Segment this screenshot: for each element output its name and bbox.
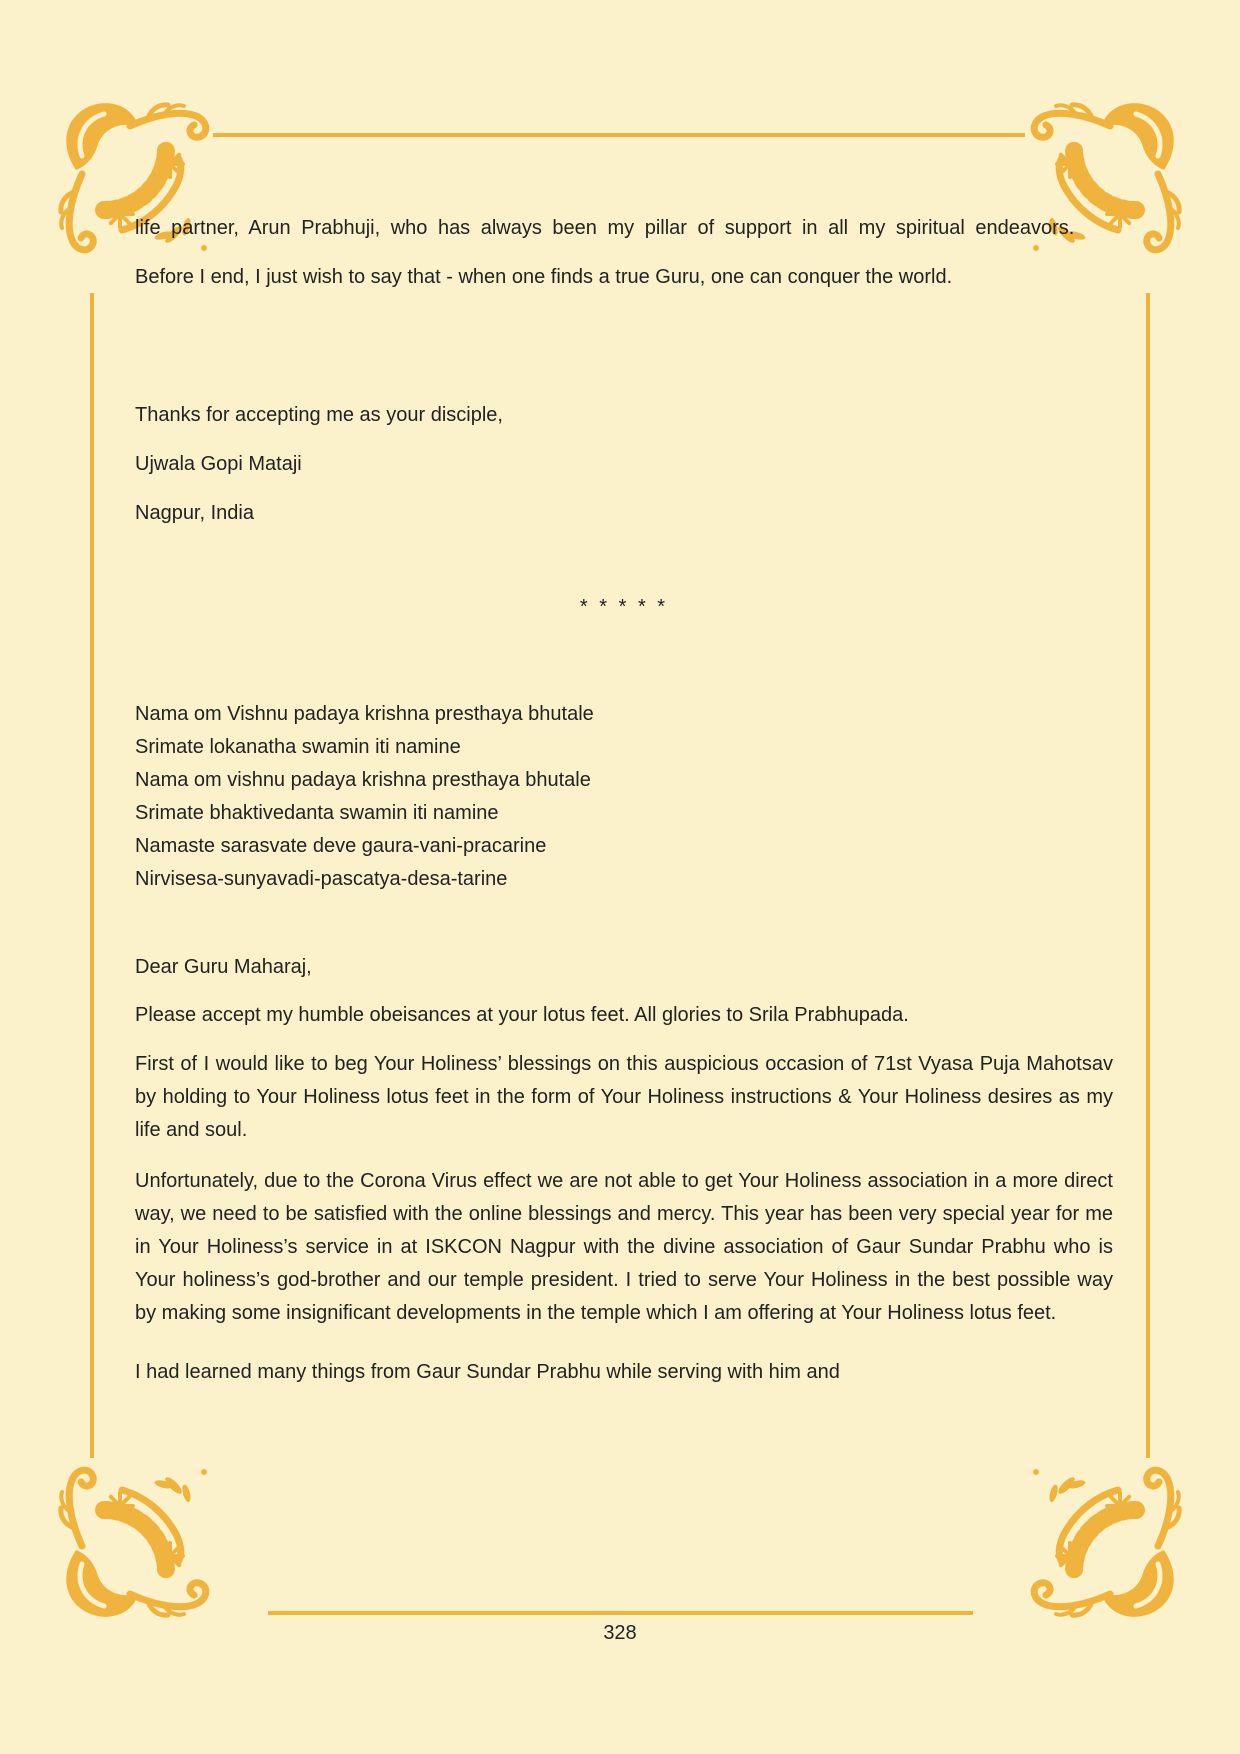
mantra-line: Srimate bhaktivedanta swamin iti namine [135, 802, 499, 824]
obeisances-line: Please accept my humble obeisances at your lotus feet. All glories to Srila Prabhupada. [135, 1004, 909, 1026]
mantra-line: Namaste sarasvate deve gaura-vani-pracarine [135, 835, 547, 857]
mantra-line: Nama om vishnu padaya krishna presthaya bhutale [135, 769, 591, 791]
devotee-location: Nagpur, India [135, 502, 254, 524]
salutation-line: Dear Guru Maharaj, [135, 956, 312, 978]
guru-quote-paragraph: Before I end, I just wish to say that - when one finds a true Guru, one can conquer the world. [135, 266, 953, 288]
corner-ornament-bottom-right-icon [988, 1424, 1188, 1624]
border-line-left [90, 293, 94, 1458]
border-line-top [213, 133, 1025, 137]
mantra-line: Nama om Vishnu padaya krishna presthaya bhutale [135, 703, 594, 725]
section-separator: * * * * * [579, 596, 669, 618]
corona-service-paragraph: Unfortunately, due to the Corona Virus effect we are not able to get Your Holiness association in a more direct way, we need to be satisfied with the online blessings and mercy. This year has been very special year for me in Your Holiness’s service in at ISKCON Nagpur with the divine association of Gaur Sundar Prabhu who is Your holiness’s god-brother and our temple president. I tried to serve Your Holiness in the best possible way by making some insignificant developments in the temple which I am offering at Your Holiness lotus feet. [135, 1170, 1113, 1324]
blessings-paragraph: First of I would like to beg Your Holiness’ blessings on this auspicious occasion of 71st Vyasa Puja Mahotsav by holding to Your Holiness lotus feet in the form of Your Holiness instructions & Your Holiness desires as my life and soul. [135, 1053, 1113, 1141]
letter-continuation-paragraph: life partner, Arun Prabhuji, who has always been my pillar of support in all my spiritual endeavors. [135, 217, 1075, 239]
devotee-name: Ujwala Gopi Mataji [135, 453, 302, 475]
thanks-line: Thanks for accepting me as your disciple, [135, 404, 503, 426]
corner-ornament-bottom-left-icon [52, 1424, 252, 1624]
mantra-line: Nirvisesa-sunyavadi-pascatya-desa-tarine [135, 868, 508, 890]
mantra-line: Srimate lokanatha swamin iti namine [135, 736, 461, 758]
learned-paragraph: I had learned many things from Gaur Sundar Prabhu while serving with him and [135, 1361, 840, 1383]
border-line-bottom [268, 1611, 973, 1615]
border-line-right [1146, 293, 1150, 1458]
letter-text-block [135, 212, 1113, 1389]
page-number: 328 [603, 1622, 637, 1644]
